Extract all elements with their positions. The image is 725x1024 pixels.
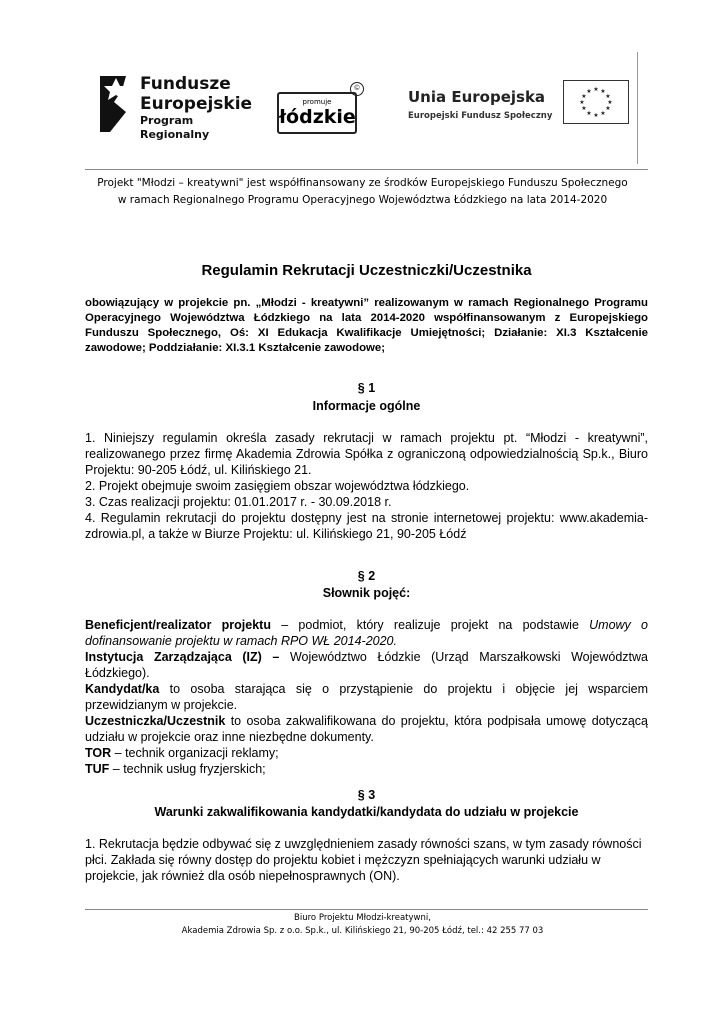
lodz-logo-small: promuje bbox=[302, 98, 332, 106]
fundusze-europejskie-logo bbox=[96, 72, 253, 141]
section-2-number: § 2 bbox=[357, 569, 376, 583]
fe-logo-line2: Europejskie bbox=[140, 94, 253, 114]
section-2-body bbox=[85, 617, 648, 777]
section-3-number: § 3 bbox=[357, 788, 376, 802]
section-1-item: 1. Niniejszy regulamin określa zasady rekrutacji w ramach projektu pt. “Młodzi - kreatywni”, realizowanego przez firmę Akademia Zdrowia Spółka z ograniczoną odpowiedzialnością Sp.k., Biuro Projektu: 90-205 Łódź, ul. Kilińskiego 21. bbox=[85, 431, 648, 477]
eu-flag-icon bbox=[563, 80, 629, 124]
footer-divider bbox=[85, 909, 648, 910]
promuje-lodzkie-logo bbox=[277, 82, 363, 132]
definition-italic: Umowy o dofinansowanie projektu w ramach RPO WŁ 2014-2020. bbox=[85, 618, 648, 648]
section-3-heading: Warunki zakwalifikowania kandydatki/kandydata do udziału w projekcie bbox=[154, 805, 579, 819]
section-1-heading: Informacje ogólne bbox=[312, 399, 421, 413]
svg-text:★: ★ bbox=[581, 105, 587, 112]
fe-star-icon bbox=[96, 72, 134, 134]
definition-text: to osoba zakwalifikowana do projektu, która podpisała umowę dotyczącą udziału w projekcie oraz inne niezbędne dokumenty. bbox=[85, 714, 648, 744]
svg-text:★: ★ bbox=[579, 99, 585, 106]
definition-text: to osoba starająca się o przystąpienie do projektu i objęcie jej wsparciem przewidzianym w projekcie. bbox=[85, 682, 648, 712]
definition-item bbox=[85, 617, 648, 649]
definition-text: – technik organizacji reklamy; bbox=[111, 746, 279, 760]
section-1-body bbox=[85, 430, 648, 542]
definition-term: Beneficjent/realizator projektu bbox=[85, 618, 271, 632]
definition-item bbox=[85, 713, 648, 745]
definition-text: – technik usług fryzjerskich; bbox=[109, 762, 266, 776]
section-1-item: 3. Czas realizacji projektu: 01.01.2017 r. - 30.09.2018 r. bbox=[85, 495, 392, 509]
definition-term: TUF bbox=[85, 762, 110, 776]
ue-logo-title: Unia Europejska bbox=[408, 88, 546, 106]
definition-term: TOR bbox=[85, 746, 112, 760]
svg-text:★: ★ bbox=[593, 112, 599, 119]
svg-text:★: ★ bbox=[600, 110, 606, 117]
project-funding-line2: w ramach Regionalnego Programu Operacyjnego Województwa Łódzkiego na lata 2014-2020 bbox=[117, 194, 608, 206]
svg-text:★: ★ bbox=[605, 105, 611, 112]
header-vertical-divider bbox=[637, 52, 638, 164]
definition-term: Instytucja Zarządzająca (IZ) – bbox=[85, 650, 280, 664]
svg-text:★: ★ bbox=[586, 88, 592, 95]
ue-logo-subtitle: Europejski Fundusz Społeczny bbox=[408, 111, 553, 121]
section-3-item: 1. Rekrutacja będzie odbywać się z uwzględnieniem zasady równości szans, w tym zasady równości płci. Zakłada się równy dostęp do projektu kobiet i mężczyzn spełniających warunki udziału w projekcie, jak również dla osób niepełnosprawnych (ON). bbox=[85, 837, 642, 883]
definition-text: – podmiot, który realizuje projekt na podstawie bbox=[270, 618, 590, 632]
section-3-body bbox=[85, 836, 648, 884]
header-divider bbox=[85, 169, 648, 170]
unia-europejska-logo bbox=[408, 88, 558, 128]
footer-line2: Akademia Zdrowia Sp. z o.o. Sp.k., ul. Kilińskiego 21, 90-205 Łódź, tel.: 42 255 77 03 bbox=[181, 926, 544, 936]
definition-item bbox=[85, 649, 648, 681]
document-intro: obowiązujący w projekcie pn. „Młodzi - kreatywni” realizowanym w ramach Regionalnego Programu Operacyjnego Województwa Łódzkiego na lata 2014-2020 współfinansowanym z Europejskiego Funduszu Społecznego, Oś: XI Edukacja Kwalifikacje Umiejętności; Działanie: XI.3 Kształcenie zawodowe; Poddziałanie: XI.3.1 Kształcenie zawodowe; bbox=[85, 297, 648, 354]
definition-item bbox=[85, 745, 648, 761]
section-2-heading: Słownik pojęć: bbox=[322, 586, 411, 600]
project-funding-line1: Projekt "Młodzi – kreatywni" jest współfinansowany ze środków Europejskiego Funduszu Społecznego bbox=[97, 177, 628, 189]
section-1-number: § 1 bbox=[357, 381, 376, 395]
definition-term: Uczestniczka/Uczestnik bbox=[85, 714, 226, 728]
svg-text:★: ★ bbox=[600, 88, 606, 95]
section-1-item: 4. Regulamin rekrutacji do projektu dostępny jest na stronie internetowej projektu: www.akademia-zdrowia.pl, a także w Biurze Projektu: ul. Kilińskiego 21, 90-205 Łódź bbox=[85, 511, 648, 541]
footer-line1: Biuro Projektu Młodzi-kreatywni, bbox=[294, 913, 431, 923]
document-title: Regulamin Rekrutacji Uczestniczki/Uczestnika bbox=[201, 262, 532, 279]
svg-text:★: ★ bbox=[605, 93, 611, 100]
definition-item bbox=[85, 761, 648, 777]
svg-text:★: ★ bbox=[607, 99, 613, 106]
svg-text:★: ★ bbox=[593, 86, 599, 93]
copyright-icon: © bbox=[350, 82, 364, 96]
section-1-item: 2. Projekt obejmuje swoim zasięgiem obszar województwa łódzkiego. bbox=[85, 479, 470, 493]
fe-logo-line3: Program Regionalny bbox=[140, 114, 210, 141]
fe-logo-line1: Fundusze bbox=[140, 74, 231, 94]
definition-item bbox=[85, 681, 648, 713]
definition-text: Województwo Łódzkie (Urząd Marszałkowski Województwa Łódzkiego). bbox=[85, 650, 648, 680]
lodz-logo-big: łódzkie bbox=[279, 106, 356, 128]
svg-text:★: ★ bbox=[581, 93, 587, 100]
definition-term: Kandydat/ka bbox=[85, 682, 160, 696]
svg-text:★: ★ bbox=[586, 110, 592, 117]
